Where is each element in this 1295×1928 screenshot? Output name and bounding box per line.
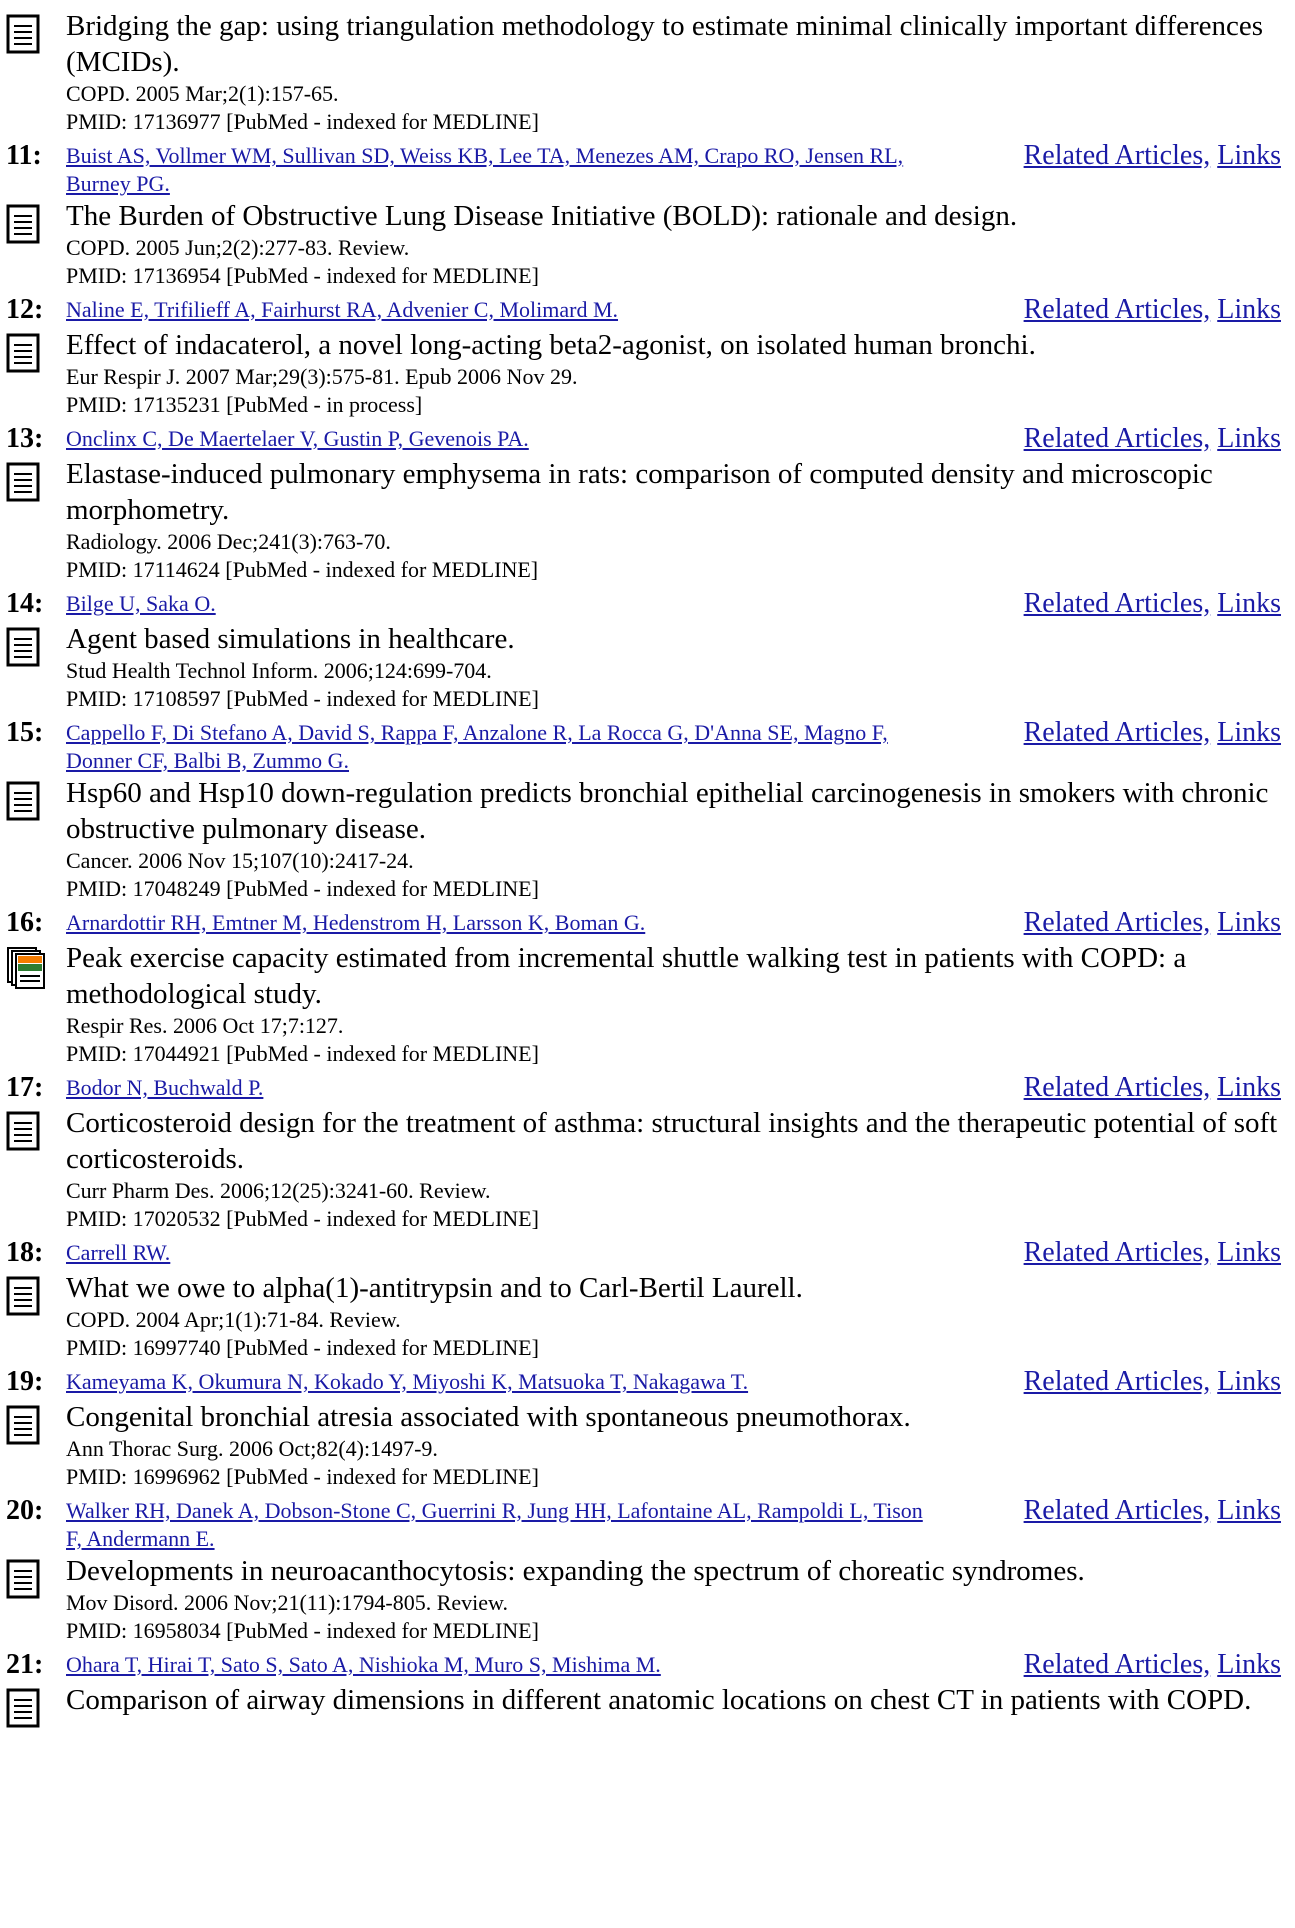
article-title: Effect of indacaterol, a novel long-acting beta2-agonist, on isolated human bronchi. [66,329,1036,361]
result-number: 13: [6,423,44,454]
result-number: 16: [6,907,44,938]
author-list [66,293,936,324]
abstract-icon[interactable] [6,1399,66,1447]
related-articles-link[interactable]: Related Articles, [1023,140,1211,171]
links-link[interactable]: Links [1217,140,1281,171]
article-pmid: PMID: 17108597 [PubMed - indexed for MEDLINE] [66,686,539,711]
links-link[interactable]: Links [1217,1072,1281,1103]
author-list [66,587,936,618]
article-pmid: PMID: 17048249 [PubMed - indexed for MEDLINE] [66,876,539,901]
related-links [941,422,1291,456]
related-links [941,293,1291,327]
record-1 [6,290,1291,419]
result-number: 11: [6,140,42,171]
article-title: What we owe to alpha(1)-antitrypsin and to Carl-Bertil Laurell. [66,1272,803,1304]
abstract-icon[interactable] [6,1105,66,1153]
author-link[interactable]: Kameyama K, Okumura N, Kokado Y, Miyoshi K, Matsuoka T, Nakagawa T. [66,1369,749,1394]
author-link[interactable]: Naline E, Trifilieff A, Fairhurst RA, Advenier C, Molimard M. [66,297,619,322]
author-link[interactable]: Walker RH, Danek A, Dobson-Stone C, Guerrini R, Jung HH, Lafontaine AL, Rampoldi L, Tison F, Andermann E. [66,1498,923,1551]
result-number: 19: [6,1366,44,1397]
abstract-icon[interactable] [6,198,66,246]
article-pmid: PMID: 17020532 [PubMed - indexed for MEDLINE] [66,1206,539,1231]
author-list [66,1648,936,1679]
article-pmid: PMID: 16958034 [PubMed - indexed for MEDLINE] [66,1618,539,1643]
links-link[interactable]: Links [1217,1649,1281,1680]
article-title: Bridging the gap: using triangulation methodology to estimate minimal clinically important differences (MCIDs). [66,10,1264,78]
author-list [66,1071,936,1102]
related-links [941,1365,1291,1399]
result-number: 21: [6,1649,44,1680]
abstract-icon[interactable] [6,8,66,56]
record-7 [6,1233,1291,1362]
article-title: Congenital bronchial atresia associated with spontaneous pneumothorax. [66,1401,911,1433]
author-link[interactable]: Buist AS, Vollmer WM, Sullivan SD, Weiss KB, Lee TA, Menezes AM, Crapo RO, Jensen RL, Burney PG. [66,143,904,196]
record-5 [6,903,1291,1068]
article-pmid: PMID: 17114624 [PubMed - indexed for MEDLINE] [66,557,539,582]
record-8 [6,1362,1291,1491]
record-3 [6,584,1291,713]
related-links [941,587,1291,621]
links-link[interactable]: Links [1217,423,1281,454]
article-pmid: PMID: 16997740 [PubMed - indexed for MEDLINE] [66,1335,539,1360]
related-links [941,1648,1291,1682]
record-4 [6,713,1291,903]
links-link[interactable]: Links [1217,294,1281,325]
links-link[interactable]: Links [1217,907,1281,938]
abstract-icon[interactable] [6,1270,66,1318]
links-link[interactable]: Links [1217,717,1281,748]
result-number: 17: [6,1072,44,1103]
article-title: Developments in neuroacanthocytosis: expanding the spectrum of choreatic syndromes. [66,1555,1085,1587]
abstract-icon[interactable] [6,775,66,823]
article-citation: Stud Health Technol Inform. 2006;124:699-704. [66,658,492,683]
related-links [941,716,1291,750]
abstract-icon[interactable] [6,621,66,669]
article-citation: COPD. 2005 Mar;2(1):157-65. [66,81,339,106]
related-articles-link[interactable]: Related Articles, [1023,1072,1211,1103]
related-articles-link[interactable]: Related Articles, [1023,423,1211,454]
article-citation: COPD. 2004 Apr;1(1):71-84. Review. [66,1307,401,1332]
author-link[interactable]: Carrell RW. [66,1240,171,1265]
related-articles-link[interactable]: Related Articles, [1023,1237,1211,1268]
article-title: Corticosteroid design for the treatment of asthma: structural insights and the therapeutic potential of soft corticosteroids. [66,1107,1278,1175]
article-pmid: PMID: 16996962 [PubMed - indexed for MEDLINE] [66,1464,539,1489]
author-link[interactable]: Cappello F, Di Stefano A, David S, Rappa F, Anzalone R, La Rocca G, D'Anna SE, Magno F, Donner CF, Balbi B, Zummo G. [66,720,888,773]
related-links [941,906,1291,940]
article-title: Peak exercise capacity estimated from incremental shuttle walking test in patients with COPD: a methodological study. [66,942,1187,1010]
result-number: 12: [6,294,44,325]
related-articles-link[interactable]: Related Articles, [1023,1366,1211,1397]
article-citation: Eur Respir J. 2007 Mar;29(3):575-81. Epub 2006 Nov 29. [66,364,578,389]
result-number: 20: [6,1495,44,1526]
related-articles-link[interactable]: Related Articles, [1023,1495,1211,1526]
article-title: Elastase-induced pulmonary emphysema in rats: comparison of computed density and microscopic morphometry. [66,458,1213,526]
links-link[interactable]: Links [1217,1366,1281,1397]
related-articles-link[interactable]: Related Articles, [1023,1649,1211,1680]
article-citation: Radiology. 2006 Dec;241(3):763-70. [66,529,391,554]
related-links [941,139,1291,173]
author-link[interactable]: Ohara T, Hirai T, Sato S, Sato A, Nishioka M, Muro S, Mishima M. [66,1652,661,1677]
article-pmid: PMID: 17136954 [PubMed - indexed for MEDLINE] [66,263,539,288]
article-pmid: PMID: 17135231 [PubMed - in process] [66,392,423,417]
free-fulltext-icon[interactable] [6,940,66,990]
result-number: 14: [6,588,44,619]
abstract-icon[interactable] [6,327,66,375]
article-citation: Mov Disord. 2006 Nov;21(11):1794-805. Review. [66,1590,508,1615]
links-link[interactable]: Links [1217,1495,1281,1526]
result-number: 15: [6,717,44,748]
links-link[interactable]: Links [1217,588,1281,619]
article-title: Hsp60 and Hsp10 down-regulation predicts bronchial epithelial carcinogenesis in smokers with chronic obstructive pulmonary disease. [66,777,1269,845]
author-list [66,716,936,775]
related-articles-link[interactable]: Related Articles, [1023,588,1211,619]
author-link[interactable]: Arnardottir RH, Emtner M, Hedenstrom H, Larsson K, Boman G. [66,910,646,935]
result-number: 18: [6,1237,44,1268]
related-links [941,1494,1291,1528]
article-pmid: PMID: 17136977 [PubMed - indexed for MEDLINE] [66,109,539,134]
article-citation: Respir Res. 2006 Oct 17;7:127. [66,1013,344,1038]
abstract-icon[interactable] [6,1682,66,1730]
article-citation: Ann Thorac Surg. 2006 Oct;82(4):1497-9. [66,1436,438,1461]
article-pmid: PMID: 17044921 [PubMed - indexed for MEDLINE] [66,1041,539,1066]
related-articles-link[interactable]: Related Articles, [1023,907,1211,938]
related-articles-link[interactable]: Related Articles, [1023,717,1211,748]
author-link[interactable]: Bodor N, Buchwald P. [66,1075,264,1100]
author-list [66,422,936,453]
article-title: Comparison of airway dimensions in different anatomic locations on chest CT in patients with COPD. [66,1684,1252,1716]
related-articles-link[interactable]: Related Articles, [1023,294,1211,325]
record-10 [6,1645,1291,1730]
article-title: The Burden of Obstructive Lung Disease Initiative (BOLD): rationale and design. [66,200,1018,232]
author-link[interactable]: Onclinx C, De Maertelaer V, Gustin P, Gevenois PA. [66,426,529,451]
author-list [66,1236,936,1267]
author-link[interactable]: Bilge U, Saka O. [66,591,216,616]
author-list [66,906,936,937]
abstract-icon[interactable] [6,1553,66,1601]
abstract-icon[interactable] [6,456,66,504]
author-list [66,139,936,198]
related-links [941,1071,1291,1105]
links-link[interactable]: Links [1217,1237,1281,1268]
article-title: Agent based simulations in healthcare. [66,623,515,655]
related-links [941,1236,1291,1270]
author-list [66,1365,936,1396]
article-citation: Curr Pharm Des. 2006;12(25):3241-60. Review. [66,1178,491,1203]
record-2 [6,419,1291,584]
record-9 [6,1491,1291,1645]
record-top [6,8,1291,136]
record-0 [6,136,1291,290]
article-citation: COPD. 2005 Jun;2(2):277-83. Review. [66,235,410,260]
author-list [66,1494,936,1553]
article-citation: Cancer. 2006 Nov 15;107(10):2417-24. [66,848,414,873]
record-6 [6,1068,1291,1233]
